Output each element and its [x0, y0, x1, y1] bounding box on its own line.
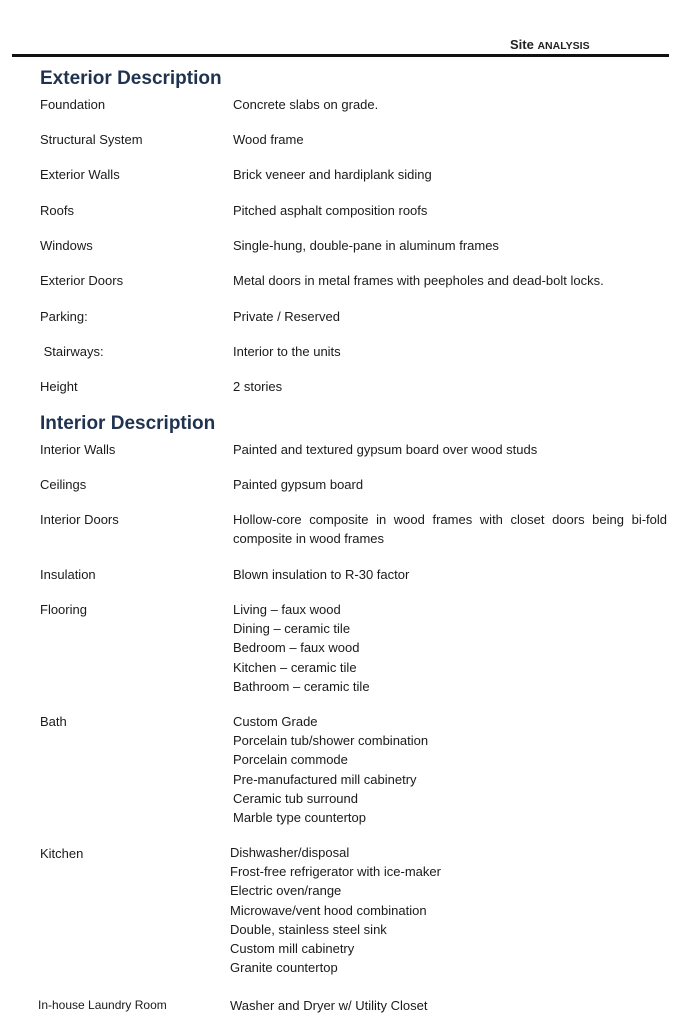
- header-rule: [12, 54, 669, 57]
- value-line: Kitchen – ceramic tile: [233, 659, 357, 675]
- value-line: Granite countertop: [230, 960, 338, 976]
- value-line: Living – faux wood: [233, 602, 341, 617]
- value-line: Custom Grade: [233, 714, 318, 729]
- row-value: Painted gypsum board: [233, 477, 364, 492]
- row-label: Stairways:: [40, 344, 104, 359]
- row-value: Brick veneer and hardiplank siding: [233, 167, 432, 182]
- row-value: Blown insulation to R-30 factor: [233, 567, 410, 582]
- value-line: Bedroom – faux wood: [233, 640, 360, 656]
- value-line: Microwave/vent hood combination: [230, 902, 427, 918]
- row-value: Washer and Dryer w/ Utility Closet: [230, 998, 428, 1013]
- row-label: Height: [40, 379, 78, 394]
- value-line: Electric oven/range: [230, 883, 342, 899]
- header-title-rest: ANALYSIS: [537, 40, 590, 52]
- value-line: Frost-free refrigerator with ice-maker: [230, 864, 441, 880]
- value-line: Dining – ceramic tile: [233, 621, 351, 637]
- row-value-list: [233, 600, 667, 696]
- value-line: Double, stainless steel sink: [230, 921, 387, 937]
- row-value: Painted and textured gypsum board over wood studs: [233, 442, 538, 457]
- row-value: Private / Reserved: [233, 309, 340, 324]
- row-label: Insulation: [40, 567, 96, 582]
- row-label: Exterior Walls: [40, 167, 120, 182]
- row-value: Interior to the units: [233, 344, 341, 359]
- row-label: Windows: [40, 238, 93, 253]
- exterior-section-title: Exterior Description: [40, 68, 222, 89]
- row-label: Parking:: [40, 309, 88, 324]
- row-value: Single-hung, double-pane in aluminum frames: [233, 238, 499, 253]
- value-line: Bathroom – ceramic tile: [233, 678, 370, 694]
- row-value-list: [230, 843, 664, 977]
- row-label: Ceilings: [40, 477, 87, 492]
- row-label: Interior Walls: [40, 442, 116, 457]
- value-line: Custom mill cabinetry: [230, 941, 355, 957]
- value-line: Marble type countertop: [233, 810, 366, 826]
- value-line: Ceramic tub surround: [233, 790, 358, 806]
- value-line: Pre-manufactured mill cabinetry: [233, 771, 417, 787]
- row-value: Metal doors in metal frames with peepholes and dead-bolt locks.: [233, 273, 604, 288]
- row-label: Bath: [40, 714, 67, 729]
- row-label: Foundation: [40, 97, 106, 112]
- row-value: Pitched asphalt composition roofs: [233, 203, 428, 218]
- row-value: Hollow-core composite in wood frames with closet doors being bi-fold composite in wood frames: [233, 512, 667, 547]
- row-label: Flooring: [40, 602, 87, 617]
- row-label: Roofs: [40, 203, 74, 218]
- row-value: 2 stories: [233, 379, 283, 394]
- interior-section-title: Interior Description: [40, 413, 216, 434]
- row-label: Kitchen: [40, 846, 84, 861]
- row-value: Concrete slabs on grade.: [233, 97, 379, 112]
- header-title: [510, 37, 590, 52]
- value-line: Dishwasher/disposal: [230, 845, 350, 860]
- header-title-first: Site: [510, 37, 538, 52]
- row-label: In-house Laundry Room: [38, 998, 167, 1012]
- row-value-list: [233, 712, 667, 827]
- value-line: Porcelain tub/shower combination: [233, 733, 429, 749]
- row-value: Wood frame: [233, 132, 304, 147]
- row-label: Interior Doors: [40, 512, 119, 527]
- row-label: Structural System: [40, 132, 143, 147]
- row-label: Exterior Doors: [40, 273, 124, 288]
- value-line: Porcelain commode: [233, 752, 348, 768]
